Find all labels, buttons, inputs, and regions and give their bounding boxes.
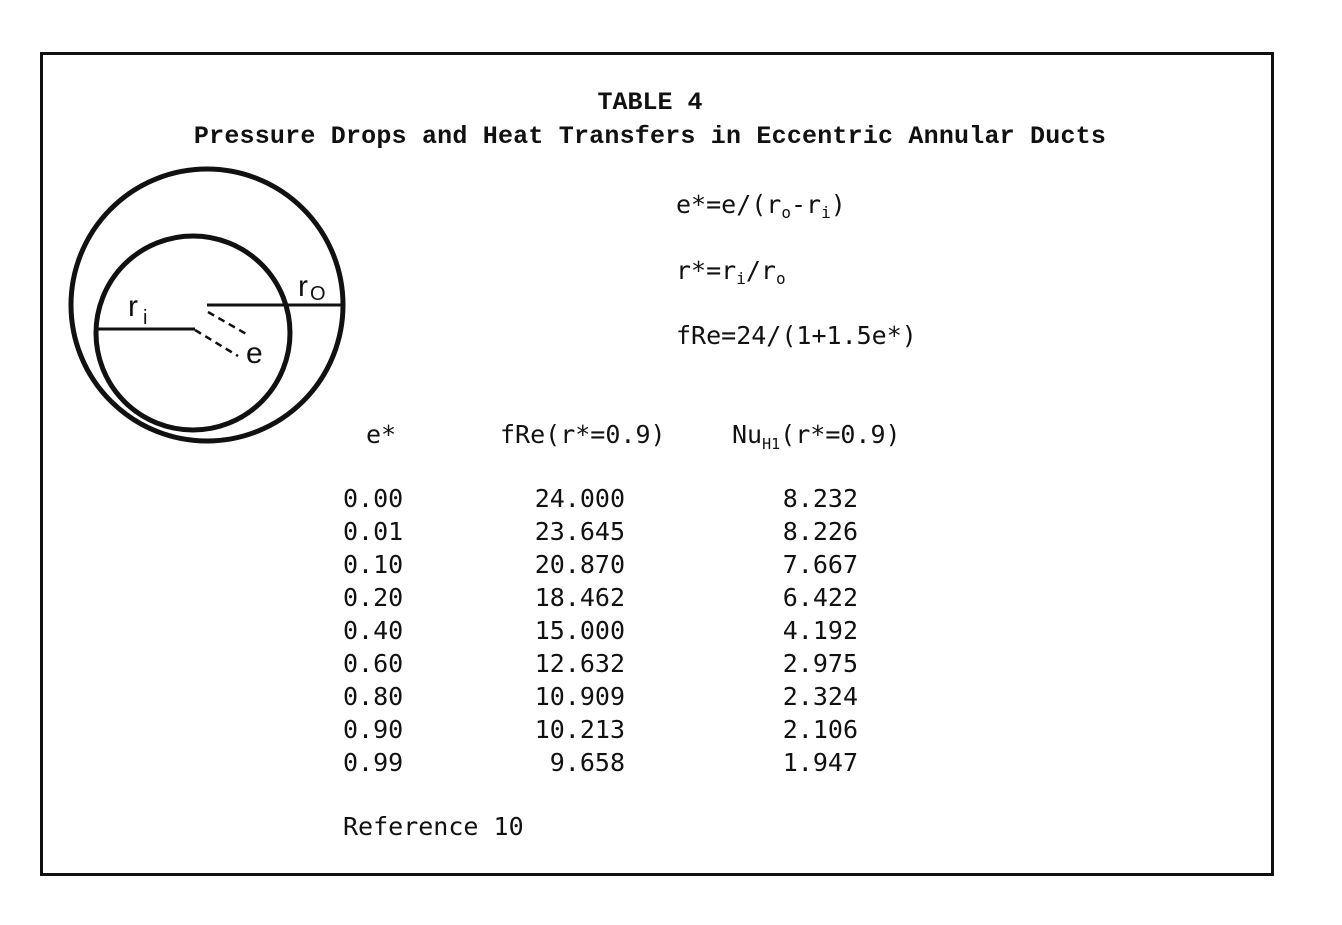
formula-fre: fRe=24/(1+1.5e*) bbox=[676, 321, 917, 350]
cell-e-star: 0.01 bbox=[343, 517, 404, 546]
cell-e-star: 0.80 bbox=[343, 682, 404, 711]
cell-fre: 18.462 bbox=[534, 583, 625, 612]
formula-r-star: $r*=r_i/r_o$ bbox=[676, 256, 786, 288]
cell-nu: 2.106 bbox=[782, 715, 858, 744]
cell-fre: 12.632 bbox=[534, 649, 625, 678]
reference-note: Reference 10 bbox=[343, 812, 524, 841]
cell-nu: 4.192 bbox=[782, 616, 858, 645]
ro-label-sub: O bbox=[310, 283, 326, 305]
cell-fre: 24.000 bbox=[534, 484, 625, 513]
cell-fre: 9.658 bbox=[549, 748, 625, 777]
cell-nu: 7.667 bbox=[782, 550, 858, 579]
ri-label: r bbox=[128, 290, 138, 323]
cell-fre: 10.213 bbox=[534, 715, 625, 744]
cell-nu: 1.947 bbox=[782, 748, 858, 777]
inner-circle bbox=[96, 236, 290, 430]
table-row bbox=[0, 748, 1300, 781]
cell-e-star: 0.20 bbox=[343, 583, 404, 612]
cell-nu: 2.975 bbox=[782, 649, 858, 678]
cell-fre: 23.645 bbox=[534, 517, 625, 546]
table-row bbox=[0, 550, 1300, 583]
table-row bbox=[0, 484, 1300, 517]
cell-nu: 8.226 bbox=[782, 517, 858, 546]
cell-e-star: 0.10 bbox=[343, 550, 404, 579]
ri-label-sub: i bbox=[143, 307, 148, 329]
table-title: TABLE 4 bbox=[597, 88, 703, 117]
cell-fre: 15.000 bbox=[534, 616, 625, 645]
table-subtitle: Pressure Drops and Heat Transfers in Eccentric Annular Ducts bbox=[193, 122, 1107, 151]
column-header-nu: $Nu_{H1}(r*=0.9)$ bbox=[732, 420, 901, 453]
table-row bbox=[0, 682, 1300, 715]
e-label: e bbox=[246, 337, 263, 370]
cell-e-star: 0.90 bbox=[343, 715, 404, 744]
cell-e-star: 0.60 bbox=[343, 649, 404, 678]
formula-e-star: $e*=e/(r_o-r_i)$ bbox=[676, 190, 846, 222]
cell-e-star: 0.40 bbox=[343, 616, 404, 645]
cell-e-star: 0.99 bbox=[343, 748, 404, 777]
cell-e-star: 0.00 bbox=[343, 484, 404, 513]
cell-nu: 2.324 bbox=[782, 682, 858, 711]
cell-nu: 6.422 bbox=[782, 583, 858, 612]
table-row bbox=[0, 616, 1300, 649]
table-row bbox=[0, 517, 1300, 550]
e-dashed-line-2 bbox=[208, 312, 248, 335]
column-header-fre: fRe(r*=0.9) bbox=[500, 420, 666, 449]
table-row bbox=[0, 649, 1300, 682]
cell-nu: 8.232 bbox=[782, 484, 858, 513]
cell-fre: 10.909 bbox=[534, 682, 625, 711]
ro-label: r bbox=[298, 270, 308, 303]
table-row bbox=[0, 715, 1300, 748]
column-header-e-star: e* bbox=[366, 420, 397, 449]
eccentric-annulus-diagram bbox=[58, 160, 358, 450]
table-row bbox=[0, 583, 1300, 616]
cell-fre: 20.870 bbox=[534, 550, 625, 579]
table-body bbox=[0, 484, 1300, 781]
e-dashed-line bbox=[195, 330, 238, 356]
